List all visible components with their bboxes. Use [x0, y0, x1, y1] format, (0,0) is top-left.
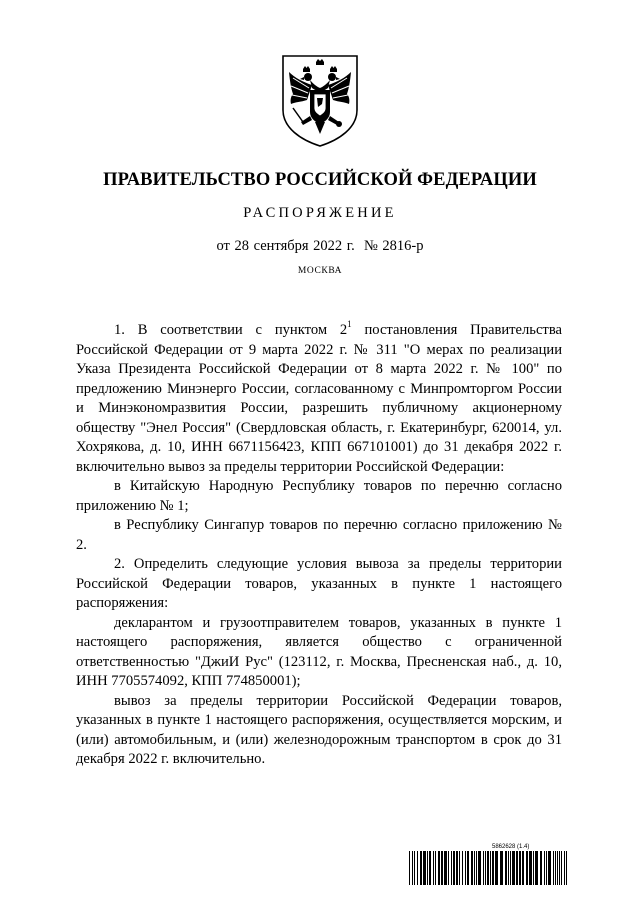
document-date-number: от 28 сентября 2022 г. № 2816-р: [216, 238, 424, 254]
paragraph-6: вывоз за пределы территории Российской Федерации товаров, указанных в пункте 1 настоящего распоряжения, осуществляется морским, и (или) автомобильным, и (или) железнодорожным транспортом в срок до 31 декабря 2022 г. включительно.: [76, 692, 562, 767]
barcode-number: 5862628 (1.4): [492, 844, 530, 850]
government-title: ПРАВИТЕЛЬСТВО РОССИЙСКОЙ ФЕДЕРАЦИИ: [103, 170, 537, 190]
paragraph-5: декларантом и грузоотправителем товаров, указанных в пункте 1 настоящего распоряжения, является общество с ограниченной ответственностью "ДжиИ Рус" (123112, г. Москва, Пресненская наб., д. 10, ИНН 7705574092, КПП 774850001);: [76, 614, 562, 689]
document-city: МОСКВА: [297, 266, 343, 276]
footnote-superscript: 1: [347, 319, 352, 329]
document-body: [76, 321, 562, 770]
paragraph-4: 2. Определить следующие условия вывоза за пределы территории Российской Федерации товаров, указанных в пункте 1 настоящего распоряжения:: [76, 556, 562, 611]
document-type: РАСПОРЯЖЕНИЕ: [243, 205, 397, 221]
paragraph-3: в Республику Сингапур товаров по перечню согласно приложению № 2.: [76, 517, 562, 553]
barcode-icon: [409, 851, 569, 885]
paragraph-1-start: 1. В соответствии с пунктом 2: [114, 322, 348, 338]
paragraph-1-rest: постановления Правительства Российской Федерации от 9 марта 2022 г. № 311 "О мерах по реализации Указа Президента Российской Федерации от 8 марта 2022 г. № 100" по предложению Минэнерго России, согласованному с Минпромторгом России и Минэкономразвития России, разрешить публичному акционерному обществу "Энел Россия" (Свердловская область, г. Екатеринбург, 620014, ул. Хохрякова, д. 10, ИНН 6671156423, КПП 667101001) до 31 декабря 2022 г. включительно вывоз за пределы территории Российской Федерации:: [76, 322, 562, 475]
paragraph-1: [76, 321, 562, 477]
russian-coat-of-arms-icon: [279, 52, 361, 148]
paragraph-2: в Китайскую Народную Республику товаров по перечню согласно приложению № 1;: [76, 478, 562, 514]
